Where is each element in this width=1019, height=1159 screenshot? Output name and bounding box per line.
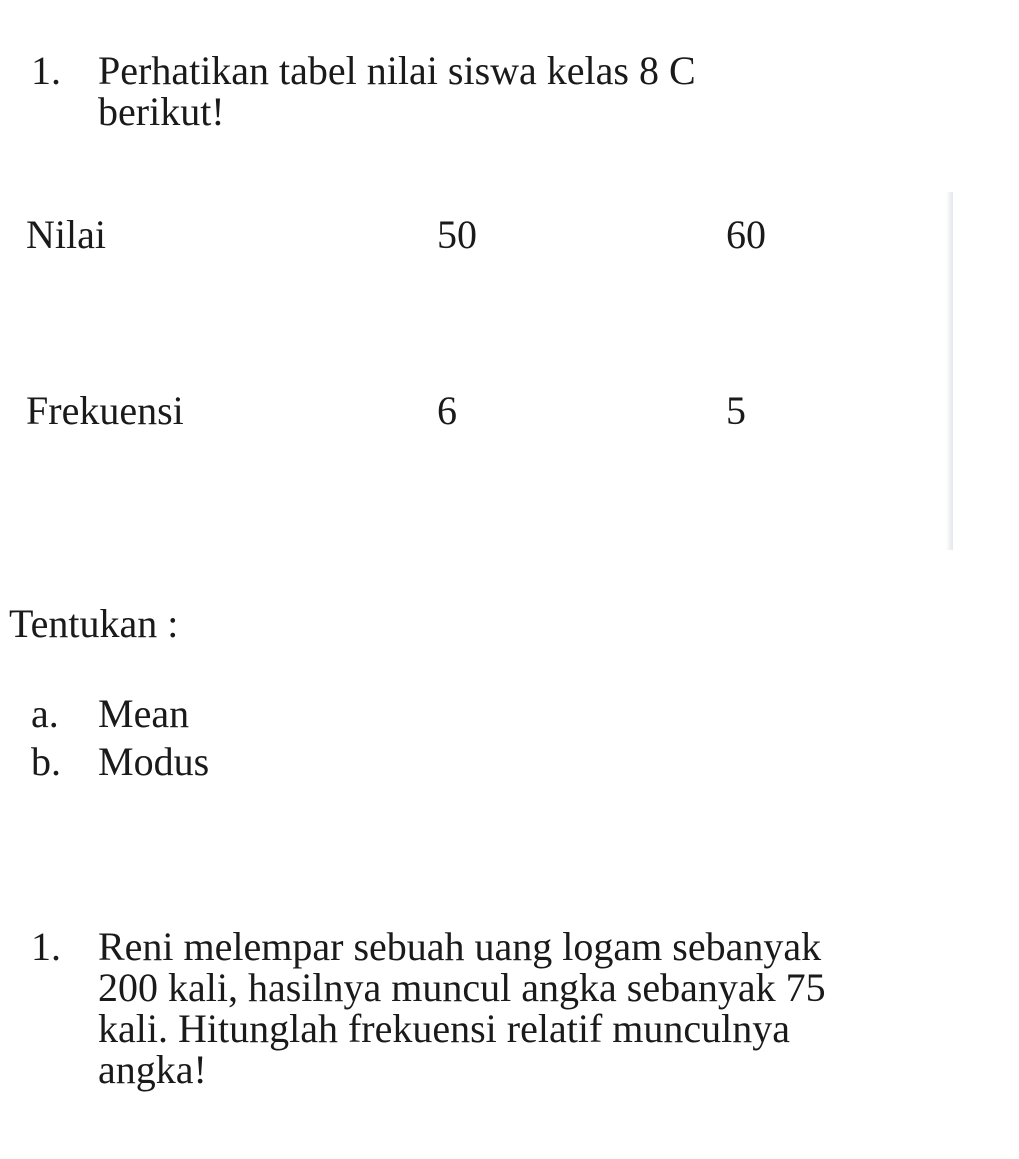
subitem-letter: b. xyxy=(31,739,61,784)
question-2-text xyxy=(98,926,826,1090)
table-cell: 50 xyxy=(437,212,477,257)
subitem-text: Modus xyxy=(98,739,210,784)
table-row-label-nilai: Nilai xyxy=(26,212,106,257)
instruction-text: Tentukan : xyxy=(9,601,179,646)
table-scroll-edge[interactable] xyxy=(946,192,953,550)
table-cell: 6 xyxy=(437,388,457,433)
subitem-letter: a. xyxy=(31,691,59,736)
question-2-number: 1. xyxy=(31,924,61,969)
table-cell: 60 xyxy=(726,212,766,257)
subitem-text: Mean xyxy=(98,691,190,736)
question-2-line: Reni melempar sebuah uang logam sebanyak xyxy=(98,924,822,969)
question-2-line: angka! xyxy=(98,1047,207,1092)
question-1-number: 1. xyxy=(31,48,61,93)
question-1-line: Perhatikan tabel nilai siswa kelas 8 C xyxy=(98,48,696,93)
table-row-label-frekuensi: Frekuensi xyxy=(26,388,184,433)
question-1-text xyxy=(98,50,696,132)
question-2-line: 200 kali, hasilnya muncul angka sebanyak 75 xyxy=(98,965,826,1010)
question-2-line: kali. Hitunglah frekuensi relatif munculnya xyxy=(98,1006,791,1051)
question-1-line: berikut! xyxy=(98,89,225,134)
table-cell: 5 xyxy=(726,388,746,433)
